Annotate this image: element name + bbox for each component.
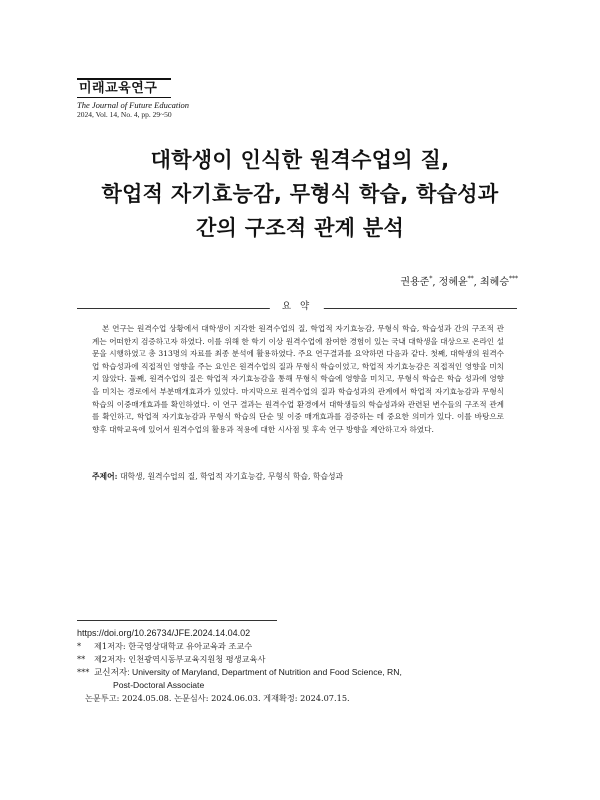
footnote-item bbox=[77, 666, 537, 679]
footnote-item bbox=[77, 640, 537, 653]
author-name: 권용준 bbox=[400, 277, 430, 288]
abstract-heading bbox=[77, 300, 517, 314]
paper-title bbox=[40, 143, 560, 245]
footnotes bbox=[77, 627, 537, 705]
journal-volume-info: 2024, Vol. 14, No. 4, pp. 29~50 bbox=[77, 110, 172, 119]
abstract-label: 요 약 bbox=[270, 300, 324, 314]
author-name: 정혜윤 bbox=[438, 277, 468, 288]
footnote-mark: ** bbox=[77, 654, 86, 664]
journal-header bbox=[77, 77, 189, 119]
keywords-text: 대학생, 원격수업의 질, 학업적 자기효능감, 무형식 학습, 학습성과 bbox=[119, 472, 344, 481]
keywords-label: 주제어: bbox=[92, 472, 118, 481]
footnote-continuation: Post-Doctoral Associate bbox=[113, 680, 205, 690]
doi-link[interactable]: https://doi.org/10.26734/JFE.2024.14.04.02 bbox=[77, 628, 251, 638]
title-line: 대학생이 인식한 원격수업의 질, bbox=[150, 148, 450, 172]
footnote-text: 제2저자: 인천광역시동부교육지원청 평생교육사 bbox=[94, 654, 266, 664]
journal-title: 미래교육연구 bbox=[77, 78, 171, 98]
submission-dates: 논문투고: 2024.05.08. 논문심사: 2024.06.03. 게재확정: 2024.07.15. bbox=[85, 693, 350, 703]
footnote-mark: *** bbox=[77, 667, 90, 677]
footnote-text: 제1저자: 한국영상대학교 유아교육과 조교수 bbox=[94, 641, 253, 651]
author-list: 권용준*, 정혜윤**, 최혜승*** bbox=[400, 275, 518, 288]
author-mark: * bbox=[429, 275, 433, 283]
footnote-text: 교신저자: University of Maryland, Department of Nutrition and Food Science, RN, bbox=[94, 667, 402, 677]
footnote-divider bbox=[77, 620, 277, 621]
author-mark: *** bbox=[509, 275, 518, 283]
title-line: 간의 구조적 관계 분석 bbox=[195, 216, 405, 240]
footnote-item bbox=[77, 653, 537, 666]
abstract-body: 본 연구는 원격수업 상황에서 대학생이 지각한 원격수업의 질, 학업적 자기효능감, 무형식 학습, 학습성과 간의 구조적 관계는 어떠한지 검증하고자 하였다. 이를 위해 한 학기 이상 원격수업에 참여한 경험이 있는 국내 대학생을 대상으로 온라인 설문을 시행하였고 총 313명의 자료를 최종 분석에 활용하였다. 주요 연구결과를 요약하면 다음과 같다. 첫째, 대학생의 원격수업 학습성과에 직접적인 영향을 주는 요인은 원격수업의 질과 무형식 학습이었고, 학업적 자기효능감은 직접적인 영향을 미치지 않았다. 둘째, 원격수업의 질은 학업적 자기효능감을 통해 무형식 학습에 영향을 미치고, 무형식 학습은 학습 성과에 영향을 미치는 경로에서 부분매개효과가 있었다. 마지막으로 원격수업의 질과 학습성과의 관계에서 학업적 자기효능감과 무형식 학습의 이중매개효과를 확인하였다. 이 연구 결과는 원격수업 환경에서 대학생들의 학습성과와 관련된 변수들의 구조적 관계를 확인하고, 학업적 자기효능감과 무형식 학습의 단순 및 이중 매개효과를 검증하는 데 중요한 의미가 있다. 이를 바탕으로 향후 대학교육에 있어서 원격수업의 활용과 적용에 대한 시사점 및 후속 연구 방향을 제안하고자 하였다. bbox=[92, 324, 504, 434]
keywords bbox=[92, 471, 504, 483]
author-name: 최혜승 bbox=[480, 277, 509, 288]
author-mark: ** bbox=[467, 275, 474, 283]
footnote-mark: * bbox=[77, 641, 82, 651]
journal-english-title: The Journal of Future Education bbox=[77, 100, 190, 110]
title-line: 학업적 자기효능감, 무형식 학습, 학습성과 bbox=[101, 182, 499, 206]
